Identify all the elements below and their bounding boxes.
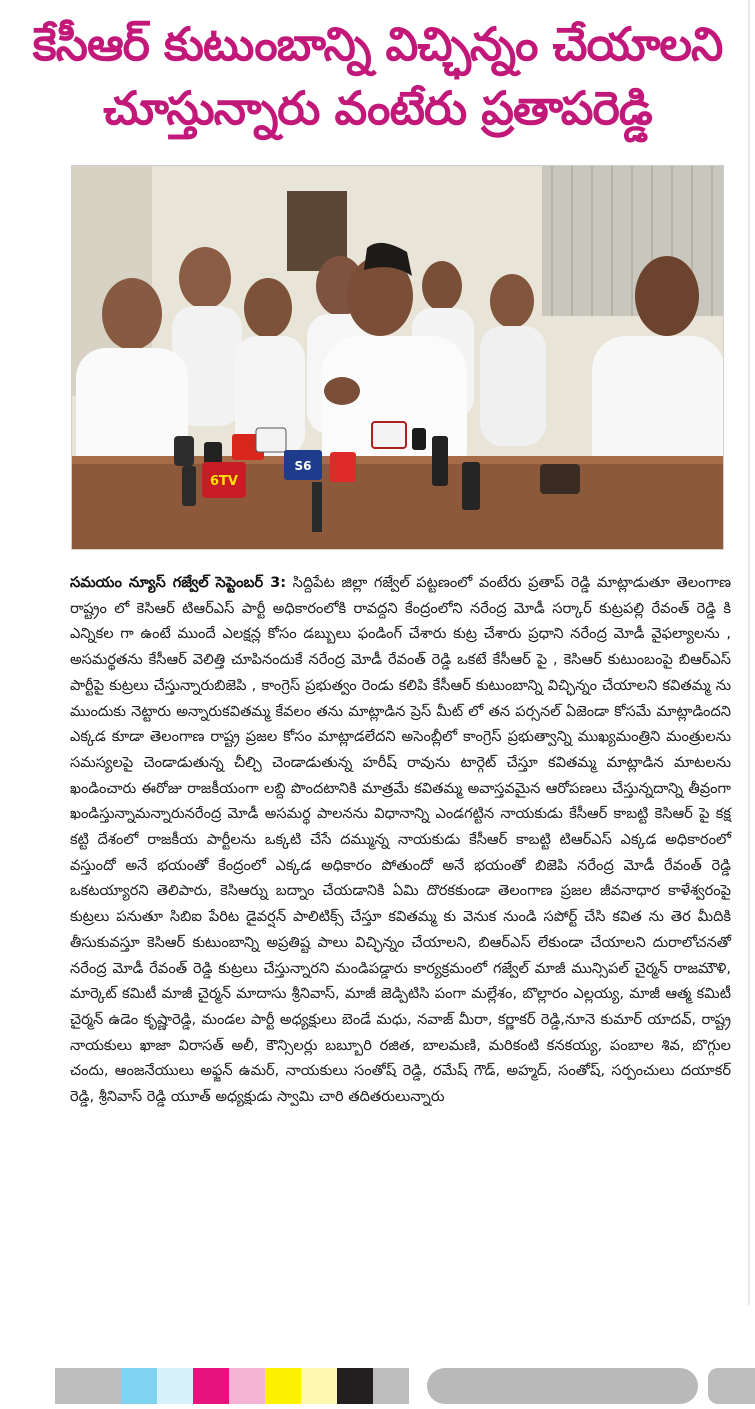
mic-logo-2: S6: [294, 459, 312, 473]
headline-line-2: చూస్తున్నారు వంటేరు ప్రతాపరెడ్డి: [103, 81, 652, 135]
color-chip: [373, 1368, 409, 1404]
headline: [20, 12, 735, 140]
color-chip: [121, 1368, 157, 1404]
headline-line-1: కేసీఆర్ కుటుంబాన్ని విచ్ఛిన్నం చేయాలని: [32, 17, 723, 71]
article-text: సిద్దిపేట జిల్లా గజ్వేల్ పట్టణంలో వంటేరు ప్రతాప్ రెడ్డి మాట్లాడుతూ తెలంగాణ రాష్ట్రం లో కెసిఆర్ టిఆర్ఎస్ పార్టీ అధికారంలోకి రావద్దని కేంద్రంలోని నరేంద్ర మోడీ సర్కార్ కుట్రపల్లి రేవంత్ రెడ్డి కి ఎన్నికల గా ఉంటే ముందే ఎలక్షన్ల కోసం డబ్బులు ఫండింగ్ చేశారు కుట్ర చేశారు ప్రధాని నరేంద్ర మోడీ వైఫల్యాలను , అసమర్థతను కేసీఆర్ వెలిత్తి చూపినందుకే నరేంద్ర మోడీ రేవంత్ రెడ్డి ఒకటే కేసీఆర్ పై , కెసిఆర్ కుటుంబంపై బిఆర్ఎస్ పార్టీపై కుట్రలు చేస్తున్నారుబిజెపి , కాంగ్రెస్ ప్రభుత్వం రెండు కలిపి కేసీఆర్ కుటుంబాన్ని విచ్ఛిన్నం చేయాలని కవితమ్మ ను ముందుకు నెట్టారు అన్నారుకవితమ్మ కేవలం తను మాట్లాడిన ప్రెస్ మీట్ లో తన పర్సనల్ ఏజెండా కోసమే మాట్లాడిందని ఎక్కడ కూడా తెలంగాణ రాష్ట్ర ప్రజల కోసం మాట్లాడలేదని అసెంబ్లీలో కాంగ్రెస్ ప్రభుత్వాన్ని ముఖ్యమంత్రిని మంత్రులను సమస్యలపై చెండాడుతున్న చీల్చి చెండాడుతున్న హరీష్ రావును టార్గెట్ చేస్తూ కవితమ్మ మాట్లాడిన మాటలను ఖండించారు ఈరోజు రాజకీయంగా లబ్ది పొందటానికి మాత్రమే కవితమ్మ అవాస్తవమైన ఆరోపణలు చేస్తున్నదాన్ని తీవ్రంగా ఖండిస్తున్నామన్నారునరేంద్ర మోడీ అసమర్థ పాలనను విధానాన్ని ఎండగట్టిన నాయకుడు కేసీఆర్ కాబట్టి కెసిఆర్ పై కక్ష కట్టి దేశంలో రాజకీయ పార్టీలను ఒక్కటి చేసే దమ్మున్న నాయకుడు కేసీఆర్ కాబట్టి టిఆర్ఎస్ ఎక్కడ అధికారంలో వస్తుందో అనే భయంతో కేంద్రంలో ఎక్కడ అధికారం పోతుందో అనే భయంతో బిజెపి నరేంద్ర మోడీ రేవంత్ రెడ్డి ఒకటయ్యారని తెలిపారు, కెసిఆర్ను బద్నాం చేయడానికి ఏమి దొరకకుండా తెలంగాణ ప్రజల జీవనాధార కాళేశ్వరంపై కుట్రలు పనుతూ సిబిఐ పేరిట డైవర్షన్ పాలిటిక్స్ చేస్తూ కవితమ్మ కు వెనుక నుండి సపోర్ట్ చేసి కవిత ను తెర మీదికి తీసుకువస్తూ కెసిఆర్ కుటుంబాన్ని అప్రతిష్ట పాలు విచ్ఛిన్నం చేయాలని, బిఆర్ఎస్ లేకుండా చేయాలని దురాలోచనతో నరేంద్ర మోడీ రేవంత్ రెడ్డి కుట్రలు చేస్తున్నారని మండిపడ్డారు కార్యక్రమంలో గజ్వేల్ మాజీ మున్సిపల్ చైర్మన్ రాజమౌళి, మార్కెట్ కమిటీ మాజీ చైర్మన్ మాదాసు శ్రీనివాస్, మాజీ జెడ్పిటిసి పంగా మల్లేశం, బొల్లారం ఎల్లయ్య, మాజీ ఆత్మ కమిటీ చైర్మన్ ఉడెం కృష్ణారెడ్డి, మండల పార్టీ అధ్యక్షులు బెండే మధు, నవాజ్ మీరా, కర్ణాకర్ రెడ్డి,నూనె కుమార్ యాదవ్, రాష్ట్ర నాయకులు ఖాజా విరాసత్ అలీ, కౌన్సిలర్లు బబ్బూరి రజిత, బాలమణి, మరికంటి కనకయ్య, పంబాల శివ, బొగ్గుల చందు, ఆంజనేయులు అఫ్జన్ ఉమర్, నాయకులు సంతోష్ రెడ్డి, రమేష్ గౌడ్, అహ్మద్, సంతోష్, సర్పంచులు దయాకర్ రెడ్డి, శ్రీనివాస్ రెడ్డి యూత్ అధ్యక్షుడు స్వామి చారి తదితరులున్నారు: [70, 574, 731, 1106]
color-chip: [229, 1368, 265, 1404]
color-chip: [157, 1368, 193, 1404]
print-registration-pill: [427, 1368, 698, 1404]
column-rule: [748, 0, 750, 1305]
article-body: [70, 570, 731, 1110]
color-chip: [193, 1368, 229, 1404]
print-registration-edge: [708, 1368, 755, 1404]
dateline: సమయం న్యూస్ గజ్వేల్ సెప్టెంబర్ 3:: [70, 574, 287, 591]
color-chip: [301, 1368, 337, 1404]
color-chip: [55, 1368, 121, 1404]
print-color-bar: [55, 1368, 409, 1404]
color-chip: [265, 1368, 301, 1404]
press-meet-photo: [71, 165, 724, 550]
mic-logo-1: 6TV: [210, 474, 238, 489]
color-chip: [337, 1368, 373, 1404]
